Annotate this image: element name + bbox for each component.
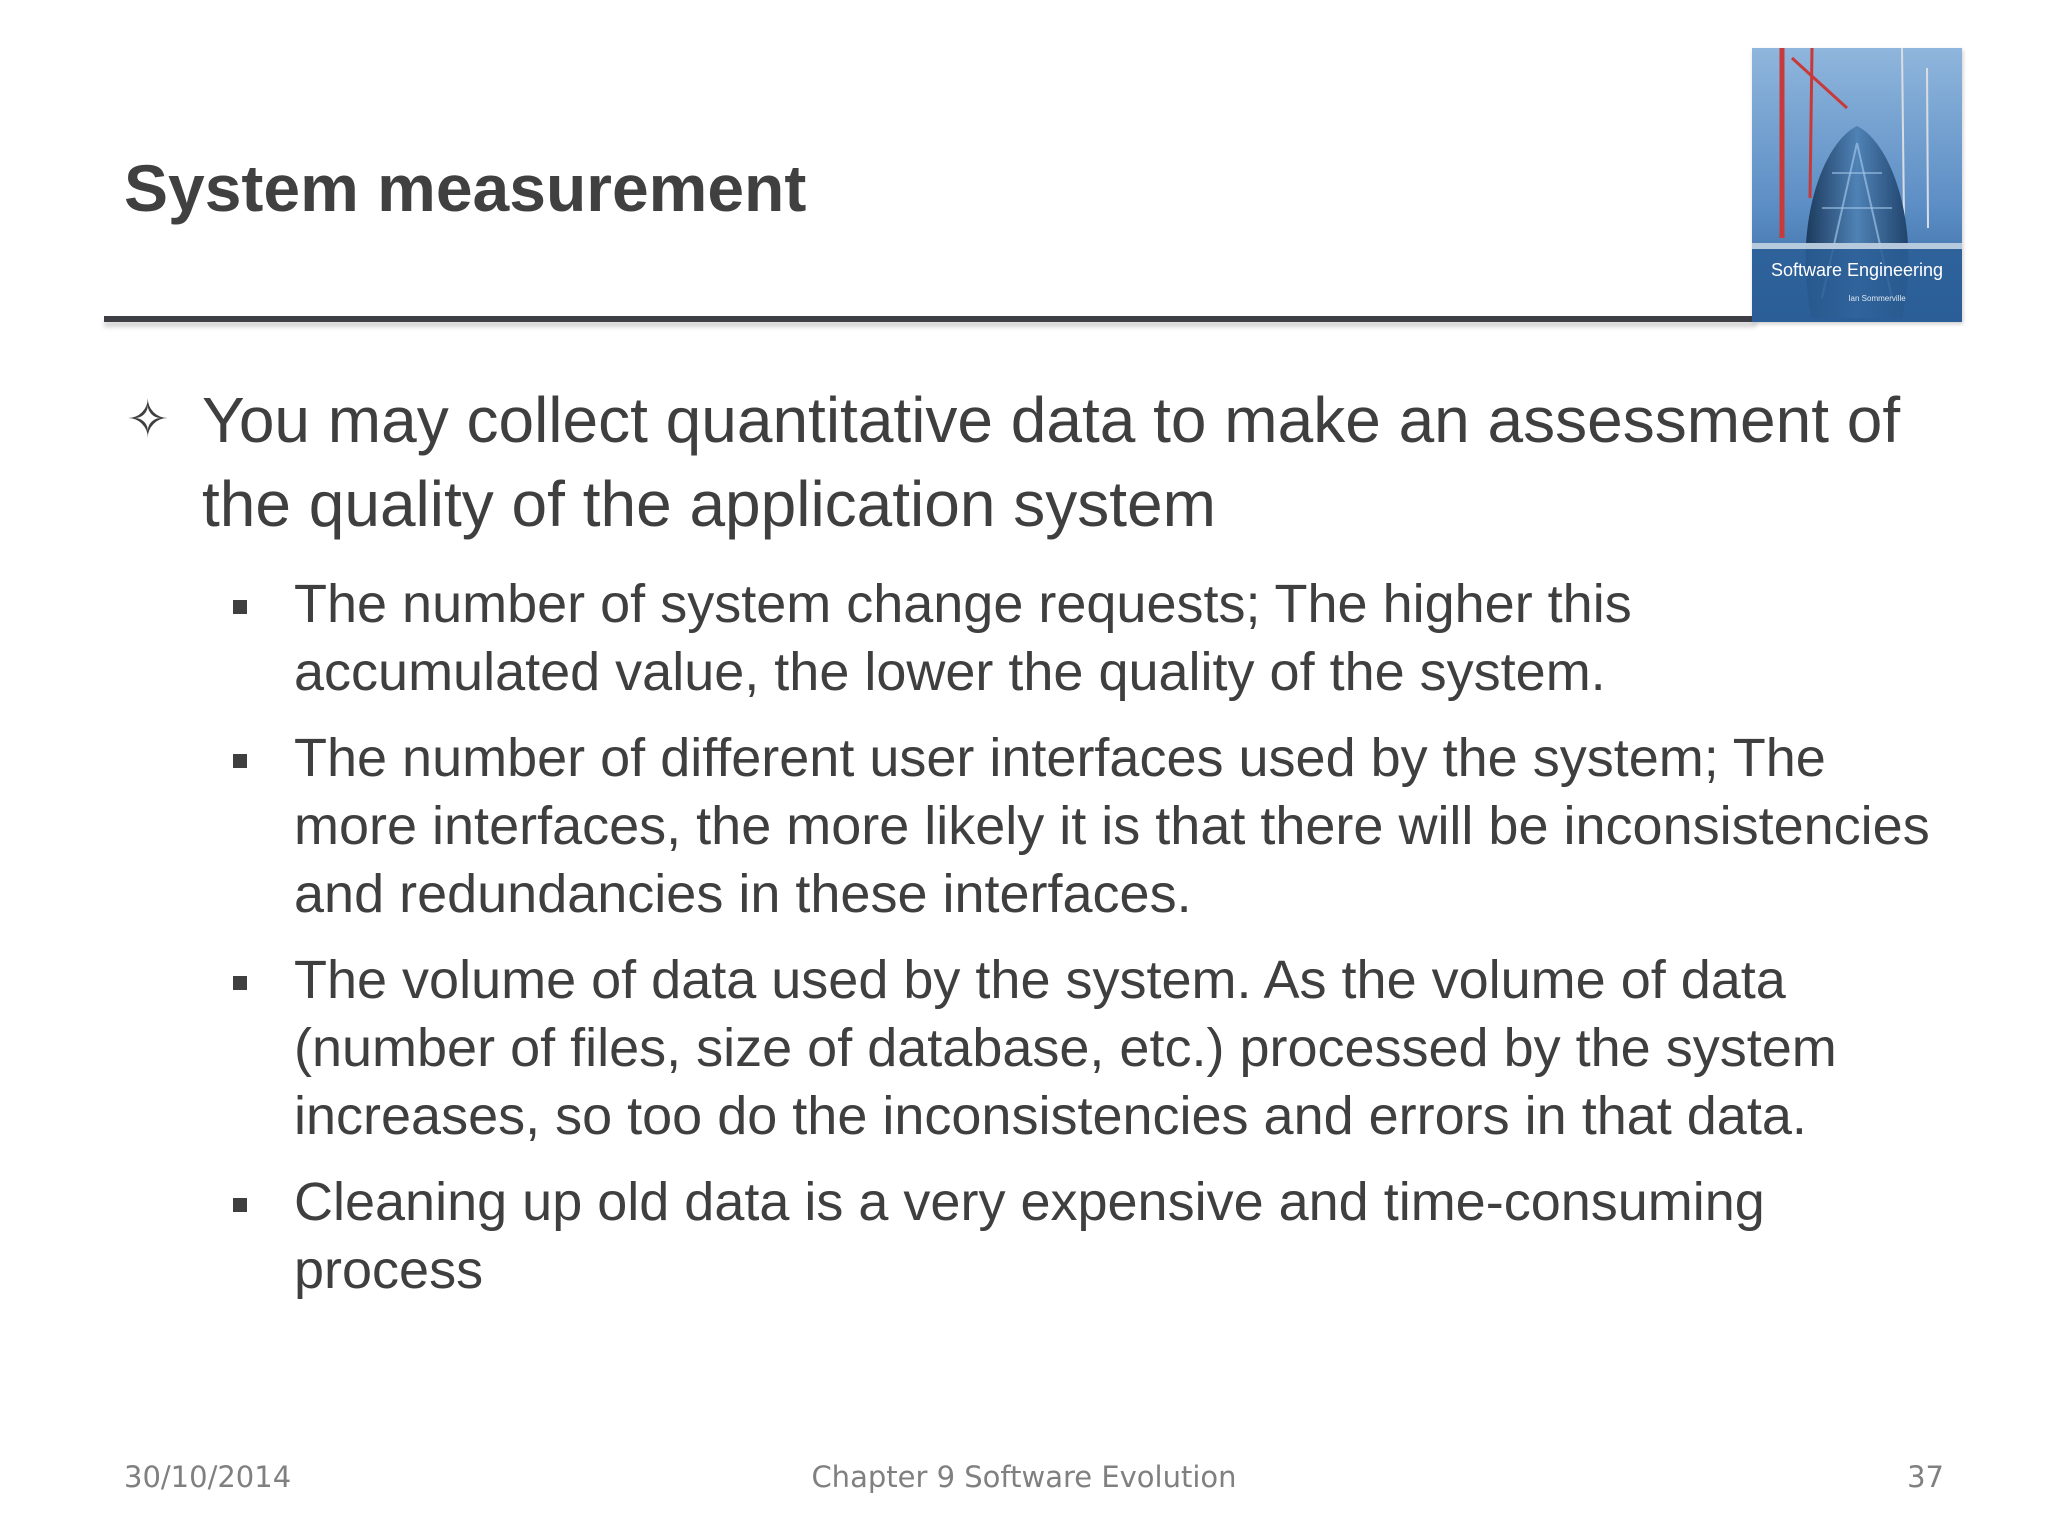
sub-bullet-text: The number of system change requests; The higher this accumulated value, the lower the quality of the system. bbox=[294, 574, 1632, 702]
footer-chapter: Chapter 9 Software Evolution bbox=[811, 1460, 1237, 1494]
main-bullet-text: You may collect quantitative data to make an assessment of the quality of the application system bbox=[202, 384, 1901, 540]
cover-title: Software Engineering bbox=[1770, 260, 1944, 280]
sub-bullet-text: The volume of data used by the system. As the volume of data (number of files, size of database, etc.) processed by the system increases, so too do the inconsistencies and errors in that data. bbox=[294, 950, 1837, 1146]
list-item bbox=[294, 724, 1944, 928]
cover-author: Ian Sommerville bbox=[1848, 294, 1906, 303]
title-divider bbox=[104, 316, 1756, 322]
book-cover-image bbox=[1752, 48, 1962, 322]
slide-title: System measurement bbox=[124, 151, 807, 225]
sub-bullet-text: The number of different user interfaces used by the system; The more interfaces, the more likely it is that there will be inconsistencies and redundancies in these interfaces. bbox=[294, 728, 1930, 924]
main-bullet-point bbox=[124, 378, 1944, 546]
list-item bbox=[294, 1168, 1944, 1304]
footer-date: 30/10/2014 bbox=[124, 1460, 292, 1494]
slide-content bbox=[124, 378, 1944, 1322]
square-bullet-icon bbox=[233, 600, 247, 614]
square-bullet-icon bbox=[233, 976, 247, 990]
four-point-star-bullet-icon: ✧ bbox=[126, 390, 170, 450]
footer-page-number: 37 bbox=[1907, 1460, 1944, 1494]
square-bullet-icon bbox=[233, 754, 247, 768]
list-item bbox=[294, 570, 1944, 706]
sub-bullet-list bbox=[124, 570, 1944, 1304]
square-bullet-icon bbox=[233, 1198, 247, 1212]
sub-bullet-text: Cleaning up old data is a very expensive and time-consuming process bbox=[294, 1172, 1765, 1300]
list-item bbox=[294, 946, 1944, 1150]
